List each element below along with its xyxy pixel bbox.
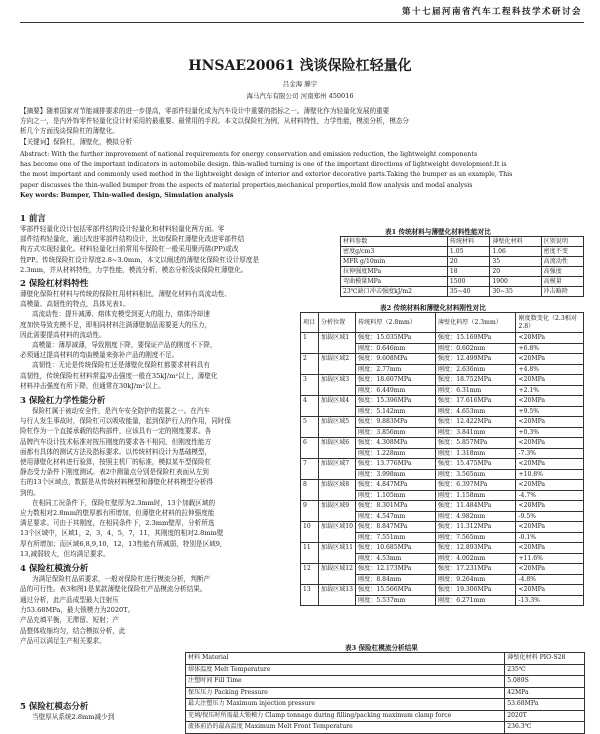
table-cell bbox=[301, 574, 319, 585]
table-cell: <20MPa bbox=[516, 480, 584, 491]
table-cell: MFR g/10min bbox=[341, 257, 448, 267]
table-row bbox=[186, 699, 585, 711]
table1-header-cell: 薄壁化材料 bbox=[490, 237, 541, 247]
table2-header-cell: 分析位置 bbox=[318, 313, 355, 333]
table-cell: 加载区域7 bbox=[318, 459, 355, 470]
table-cell: 42MPa bbox=[505, 687, 585, 699]
table-cell: 5.089S bbox=[505, 676, 585, 688]
table-cell: <20MPa bbox=[516, 543, 584, 554]
section-3-title: 3 保险杠力学性能分析 bbox=[20, 396, 106, 406]
table-row bbox=[301, 574, 584, 585]
table-cell bbox=[318, 553, 355, 564]
table-row bbox=[301, 438, 584, 449]
table-cell bbox=[301, 490, 319, 501]
table-row bbox=[301, 375, 584, 386]
table2-header-cell: 项目 bbox=[301, 313, 319, 333]
table-cell: 高流动性 bbox=[541, 257, 583, 267]
body-line: 产品可以满足生产相关要求。 bbox=[20, 636, 106, 645]
table-cell: 刚度：9.264mm bbox=[435, 574, 516, 585]
table-row bbox=[301, 501, 584, 512]
body-line: 品整体收缩均匀，结合模拟分析，此 bbox=[20, 626, 126, 635]
table-cell: 强度：4.308MPa bbox=[356, 438, 436, 449]
abstract-cn-line: 方向之一，是内外饰零件轻量化设计时采用的最重要、最常用的手段。本文以保险杠为例，从材料特性，力学性能，模流分析，模态分 bbox=[20, 117, 410, 126]
table-cell: -13.3% bbox=[516, 595, 584, 606]
paper-title: HNSAE20061 浅谈保险杠轻量化 bbox=[188, 58, 412, 74]
table-cell: 30~35 bbox=[490, 287, 541, 297]
table-cell: 3 bbox=[301, 375, 319, 386]
table-cell: 刚度：6.449mm bbox=[356, 385, 436, 396]
table-cell: <20MPa bbox=[516, 375, 584, 386]
table-cell: 加载区域13 bbox=[318, 585, 355, 596]
table-cell: 加载区域11 bbox=[318, 543, 355, 554]
table-row bbox=[301, 406, 584, 417]
table-cell: 35 bbox=[490, 257, 541, 267]
table-cell: 6 bbox=[301, 438, 319, 449]
table-row bbox=[301, 595, 584, 606]
body-line: 通过分析，此产品成型最大注射压 bbox=[20, 596, 119, 604]
table1-header-cell: 材料参数 bbox=[341, 237, 448, 247]
table-cell bbox=[301, 532, 319, 543]
table-cell: <20MPa bbox=[516, 333, 584, 344]
table-cell bbox=[318, 469, 355, 480]
keywords-cn: 【关键词】保险杠，薄壁化，模拟分析 bbox=[20, 137, 133, 146]
body-line: 性PP。传统保险杠设计厚度2.8~3.0mm，本文以阐述的薄壁化保险杠设计厚度是 bbox=[20, 255, 260, 264]
table-cell: 材料 Material bbox=[186, 653, 505, 665]
table-cell bbox=[318, 532, 355, 543]
body-line: 构方式实现轻量化。材料轻量化目前常用车保险杠一般采用聚丙烯(PP)或改 bbox=[20, 245, 239, 254]
table-row bbox=[301, 585, 584, 596]
table-cell: 加载区域1 bbox=[318, 333, 355, 344]
table-cell bbox=[301, 553, 319, 564]
table-cell: +9.5% bbox=[516, 406, 584, 417]
table-row bbox=[301, 448, 584, 459]
body-line: 厚有所增加；而区域6,8,9,10，12，13性能有所减弱，特别是区域9, bbox=[20, 539, 222, 548]
table-row bbox=[301, 459, 584, 470]
table-cell: 35~40 bbox=[447, 287, 489, 297]
section-1-title: 1 前言 bbox=[20, 214, 46, 224]
table-cell: 2 bbox=[301, 354, 319, 365]
table-cell: 弯曲模量MPa bbox=[341, 277, 448, 287]
table-cell: +4.8% bbox=[516, 364, 584, 375]
table-cell: <20MPa bbox=[516, 438, 584, 449]
table-cell: <20MPa bbox=[516, 354, 584, 365]
body-line: 应力数相对2.8mm的壁厚都有所增加，但薄壁化材料的拉伸强度能 bbox=[20, 509, 215, 518]
table-row bbox=[186, 722, 585, 734]
table-cell: 强度：9.883MPa bbox=[356, 417, 436, 428]
table-cell: 加载区域8 bbox=[318, 480, 355, 491]
table-cell: 强度：11.484MPa bbox=[435, 501, 516, 512]
table-cell: 加载区域2 bbox=[318, 354, 355, 365]
table-cell: 20 bbox=[490, 267, 541, 277]
table-cell: 1 bbox=[301, 333, 319, 344]
body-line: 高模量：薄厚减薄，导致刚度下降，要保证产品的刚度不下降， bbox=[32, 341, 217, 350]
body-line: 为满足保险杠品质要求，一般对保险杠进行模流分析，判断产 bbox=[32, 575, 211, 583]
table-cell: 18 bbox=[447, 267, 489, 277]
table-cell: <20MPa bbox=[516, 522, 584, 533]
table-cell: 2020T bbox=[505, 710, 585, 722]
table-cell: 刚度：1.228mm bbox=[356, 448, 436, 459]
table-row bbox=[301, 490, 584, 501]
table-cell: 熔体温度 Melt Temperature bbox=[186, 664, 505, 676]
table-cell: 刚度：7.565mm bbox=[435, 532, 516, 543]
section-2-title: 2 保险杠材料特性 bbox=[20, 279, 89, 289]
section-4-body-2 bbox=[20, 595, 182, 646]
body-line: 与行人发生事故时，保险杠可以吸收能量，起到保护行人的作用，同时保 bbox=[20, 417, 231, 426]
table-cell: 刚度：6.31mm bbox=[435, 385, 516, 396]
table-cell: 流体前沿的最高温度 Maximum Melt Front Temperature bbox=[186, 722, 505, 734]
table-cell: 强度：15.396MPa bbox=[356, 396, 436, 407]
table-cell: 1.06 bbox=[490, 247, 541, 257]
table-cell: <20MPa bbox=[516, 501, 584, 512]
section-4-body bbox=[20, 574, 322, 594]
table-cell: 加载区域4 bbox=[318, 396, 355, 407]
table-cell: <20MPa bbox=[516, 585, 584, 596]
table-row bbox=[301, 469, 584, 480]
body-line: 部件结构轻量化，通过改进零部件结构设计，比如保险杠薄壁化改进零部件结 bbox=[20, 235, 245, 244]
table-cell: 9 bbox=[301, 501, 319, 512]
section-5-body bbox=[32, 712, 182, 722]
table-cell: +0.3% bbox=[516, 427, 584, 438]
table-cell: 刚度：1.105mm bbox=[356, 490, 436, 501]
body-line: 品的可行性。表3和图1是某款薄壁化保险杠产品模流分析结果。 bbox=[20, 585, 207, 594]
table-cell: 强度：12.499MPa bbox=[435, 354, 516, 365]
table-cell bbox=[318, 385, 355, 396]
body-line: 因此需要提高材料的流动性。 bbox=[20, 330, 106, 339]
table3-caption: 表3 保险杠模流分析结果 bbox=[345, 644, 418, 652]
table-cell: 加载区域3 bbox=[318, 375, 355, 386]
table-row bbox=[301, 385, 584, 396]
table-cell: 刚度：4.547mm bbox=[356, 511, 436, 522]
body-line: 险杠作为一个直接承载的结构部件，应该具有一定的刚度要求。各 bbox=[20, 427, 212, 436]
table-cell: +6.8% bbox=[516, 343, 584, 354]
table-cell: 刚度：6.271mm bbox=[435, 595, 516, 606]
table-cell: 保压压力 Packing Pressure bbox=[186, 687, 505, 699]
abstract-en-line: the most important and commonly used method in the lightweight design of interior and exterior decorative parts.Taking the bumper as an example, This bbox=[20, 171, 513, 179]
table-row bbox=[341, 257, 584, 267]
table-cell: 加载区域12 bbox=[318, 564, 355, 575]
table-cell: 加载区域9 bbox=[318, 501, 355, 512]
abstract-en-line: Abstract: With the further improvement of national requirements for energy conservation and emission reduction, the lightweight components bbox=[20, 151, 478, 158]
body-line: 13个区域中，区域1，2，3，4，5，7，11，其刚度的相对2.8mm壁 bbox=[20, 529, 224, 538]
table-cell: 刚度：4.982mm bbox=[435, 511, 516, 522]
table-row bbox=[301, 354, 584, 365]
body-line: 使用薄壁化材料进行验算，按照主机厂的标准，模拟某车型保险杠 bbox=[20, 458, 212, 467]
table-cell bbox=[301, 511, 319, 522]
table-cell: 7 bbox=[301, 459, 319, 470]
table-cell: <20MPa bbox=[516, 396, 584, 407]
table-row bbox=[186, 676, 585, 688]
table-row bbox=[301, 427, 584, 438]
body-line: 2.3mm，并从材料特性，力学性能，模流分析，模态分析浅谈保险杠薄壁化。 bbox=[20, 265, 248, 274]
table-row bbox=[301, 532, 584, 543]
table-row bbox=[186, 687, 585, 699]
table-cell bbox=[318, 448, 355, 459]
table-cell: 刚度：3.998mm bbox=[356, 469, 436, 480]
table-row bbox=[301, 396, 584, 407]
table-cell: 加载区域10 bbox=[318, 522, 355, 533]
table-cell bbox=[318, 511, 355, 522]
table-cell bbox=[301, 364, 319, 375]
table-cell bbox=[301, 406, 319, 417]
table-cell: 充填/保压时所需最大锁模力 Clamp tonnage during filling/packing maximum clamp force bbox=[186, 710, 505, 722]
table-cell: 强度：13.776MPa bbox=[356, 459, 436, 470]
table-cell: -9.5% bbox=[516, 511, 584, 522]
table-cell: 刚度：1.158mm bbox=[435, 490, 516, 501]
table-row bbox=[186, 664, 585, 676]
table-cell: +11.6% bbox=[516, 553, 584, 564]
table-row bbox=[301, 553, 584, 564]
table1-caption: 表1 传统材料与薄壁化材料性能对比 bbox=[385, 228, 491, 236]
table-cell: +10.8% bbox=[516, 469, 584, 480]
table-cell bbox=[318, 343, 355, 354]
table-cell: 注塑时间 Fill Time bbox=[186, 676, 505, 688]
table-cell: 强度：8.301MPa bbox=[356, 501, 436, 512]
table-cell: 刚度：8.84mm bbox=[356, 574, 436, 585]
table-cell: 强度：12.893MPa bbox=[435, 543, 516, 554]
body-line: 右的13个区域点，数据是从传统材料模型和薄壁化材料模型分析得 bbox=[20, 478, 214, 487]
table-cell bbox=[318, 406, 355, 417]
table-cell: 5 bbox=[301, 417, 319, 428]
table-cell: 53.68MPa bbox=[505, 699, 585, 711]
table-cell: 235℃ bbox=[505, 664, 585, 676]
table-cell: 密度g/cm3 bbox=[341, 247, 448, 257]
table-cell: 强度：19.306MPa bbox=[435, 585, 516, 596]
table-cell: 强度：12.422MPa bbox=[435, 417, 516, 428]
table-cell: -4.7% bbox=[516, 490, 584, 501]
table-cell: -7.3% bbox=[516, 448, 584, 459]
table1-header-cell: 传统材料 bbox=[447, 237, 489, 247]
abstract-cn-line: 析几个方面浅谈保险杠的薄壁化。 bbox=[20, 127, 119, 136]
table-row bbox=[301, 522, 584, 533]
table-cell bbox=[301, 595, 319, 606]
table-cell: 强度：15.475MPa bbox=[435, 459, 516, 470]
table-cell: 刚度：3.841mm bbox=[435, 427, 516, 438]
conference-name: 第十七届河南省汽车工程科技学术研讨会 bbox=[401, 7, 582, 17]
table-cell bbox=[301, 448, 319, 459]
table-cell: <20MPa bbox=[516, 459, 584, 470]
table-cell bbox=[301, 343, 319, 354]
abstract-cn bbox=[20, 106, 585, 147]
table-cell: 强度：9.608MPa bbox=[356, 354, 436, 365]
body-line: 满足要求。可由于其刚度，在相同条件下，2.3mm壁厚，分析所选 bbox=[20, 519, 215, 528]
table-cell: 强度：18.607MPa bbox=[356, 375, 436, 386]
table-cell: 236.3℃ bbox=[505, 722, 585, 734]
body-line: 必须通过提高材料的弯曲模量来弥补产品的刚度不足。 bbox=[20, 351, 179, 360]
table-row bbox=[301, 564, 584, 575]
table-cell: 强度：6.397MPa bbox=[435, 480, 516, 491]
table-cell: 12 bbox=[301, 564, 319, 575]
body-line: 品牌汽车设计技术标准对按压刚度的要求各不相同，但刚度性能方 bbox=[20, 437, 212, 446]
table-cell: 高强度 bbox=[541, 267, 583, 277]
header-rule bbox=[20, 22, 584, 23]
table-cell: 密度不变 bbox=[541, 247, 583, 257]
table-cell: 最大注塑压力 Maximum injection pressure bbox=[186, 699, 505, 711]
affiliation: 海马汽车有限公司 河南郑州 450016 bbox=[246, 92, 354, 100]
table2-header-cell: 薄壁化料厚（2.3mm） bbox=[435, 313, 516, 333]
table-cell: 13 bbox=[301, 585, 319, 596]
table-cell: 加载区域6 bbox=[318, 438, 355, 449]
abstract-en-line: has become one of the important indicators in automobile design. thin-walled turning is one of the important directions of lightweight development.It is bbox=[20, 161, 507, 169]
table-cell: 拉伸强度MPa bbox=[341, 267, 448, 277]
table-cell: 强度：17.231MPa bbox=[435, 564, 516, 575]
body-line: 13,减弱较大，但均满足要求。 bbox=[20, 549, 110, 558]
table-row bbox=[341, 277, 584, 287]
table-cell: 4 bbox=[301, 396, 319, 407]
table-cell: 强度：4.847MPa bbox=[356, 480, 436, 491]
table-cell bbox=[318, 427, 355, 438]
table-cell: 高模量 bbox=[541, 277, 583, 287]
body-line: 在相同工况条件下，保险杠壁厚为2.3mm时，13个加载区域的 bbox=[32, 498, 216, 507]
table2-caption: 表2 传统材料和薄壁化材料刚性对比 bbox=[380, 304, 486, 312]
table-cell: 刚度：7.551mm bbox=[356, 532, 436, 543]
table-cell: 薄壁化材料 PIO-S28 bbox=[505, 653, 585, 665]
section-1-body bbox=[20, 224, 322, 275]
table1-header-cell: 区别说明 bbox=[541, 237, 583, 247]
table-cell: 刚度：1.318mm bbox=[435, 448, 516, 459]
table-cell: 1900 bbox=[490, 277, 541, 287]
table-cell: 刚度：4.653mm bbox=[435, 406, 516, 417]
table-cell: 23℃缺口冲击强度kJ/m2 bbox=[341, 287, 448, 297]
body-line: 静态受力条件下刚度测试。表2中测量点分别是保险杠表面从左到 bbox=[20, 468, 209, 477]
table-cell: 1.05 bbox=[447, 247, 489, 257]
section-2-body bbox=[20, 289, 322, 391]
table1 bbox=[340, 236, 584, 297]
table-cell: 强度：17.616MPa bbox=[435, 396, 516, 407]
body-line: 零部件轻量化设计包括零部件结构设计轻量化和材料轻量化两方面。零 bbox=[20, 225, 225, 233]
table-cell: 刚度：5.537mm bbox=[356, 595, 436, 606]
table-row bbox=[301, 511, 584, 522]
table-row bbox=[301, 543, 584, 554]
table-cell bbox=[318, 490, 355, 501]
table-row bbox=[301, 364, 584, 375]
section-4-title: 4 保险杠模流分析 bbox=[20, 564, 89, 574]
table-cell: 刚度：4.002mm bbox=[435, 553, 516, 564]
keywords-en: Key words: Bumper, Thin-walled design, Simulation analysis bbox=[20, 191, 234, 199]
body-line: 当壁厚从系统2.8mm减少到 bbox=[32, 713, 115, 721]
table-cell: 加载区域5 bbox=[318, 417, 355, 428]
table-cell: 20 bbox=[447, 257, 489, 267]
table-cell: 强度：11.312MPa bbox=[435, 522, 516, 533]
table-cell: 刚度：2.77mm bbox=[356, 364, 436, 375]
table-cell: <20MPa bbox=[516, 417, 584, 428]
table-cell: 强度：15.035MPa bbox=[356, 333, 436, 344]
table-cell: 1500 bbox=[447, 277, 489, 287]
table-cell: 强度：12.173MPa bbox=[356, 564, 436, 575]
table-cell: 刚度：0.646mm bbox=[356, 343, 436, 354]
section-3-body bbox=[20, 406, 322, 559]
body-line: 材料冲击强度有所下降，但通常在30kJ/m²以上。 bbox=[20, 381, 165, 390]
table-cell: 强度：15.169MPa bbox=[435, 333, 516, 344]
body-line: 高韧性，传统保险杠材料常温冲击强度一般在35kJ/m²以上，薄壁化 bbox=[20, 371, 218, 380]
section-5-title: 5 保险杠模态分析 bbox=[20, 702, 89, 712]
body-line: 到的。 bbox=[20, 488, 40, 497]
table-cell: 刚度：3.856mm bbox=[356, 427, 436, 438]
abstract-en bbox=[20, 150, 585, 201]
table-cell: 强度：18.752MPa bbox=[435, 375, 516, 386]
body-line: 高韧性：无论是传统保险杠还是薄壁化保险杠都要求材料具有 bbox=[32, 361, 211, 370]
table2-header-cell: 刚度数变化（2.3相对2.8） bbox=[516, 313, 584, 333]
body-line: 薄壁化保险杠材料与传统的保险杠用材料相比，薄壁化材料有高流动性、 bbox=[20, 290, 231, 298]
table-cell: 强度：5.857MPa bbox=[435, 438, 516, 449]
table-cell: 11 bbox=[301, 543, 319, 554]
table-cell bbox=[318, 364, 355, 375]
abstract-cn-line: 【摘要】随着国家对节能减排要求的进一步提高，零部件轻量化成为汽车设计中重要的指标之一。薄壁化作为轻量化发展的重要 bbox=[20, 107, 390, 115]
body-line: 力53.68MPa，最大锁模力为2020T。 bbox=[20, 606, 135, 615]
table2-header-cell: 传统料厚（2.8mm） bbox=[356, 313, 436, 333]
table-cell: 强度：10.685MPa bbox=[356, 543, 436, 554]
table-cell bbox=[318, 574, 355, 585]
body-line: 面都有具体的测试方法及指标要求。以传统材料设计为基础模型， bbox=[20, 447, 212, 456]
table-cell: -0.1% bbox=[516, 532, 584, 543]
table-row bbox=[186, 653, 585, 665]
table-cell: 8 bbox=[301, 480, 319, 491]
table-row bbox=[186, 710, 585, 722]
table-row bbox=[301, 343, 584, 354]
table-row bbox=[301, 417, 584, 428]
table-cell: +2.1% bbox=[516, 385, 584, 396]
table-cell: 刚度：5.142mm bbox=[356, 406, 436, 417]
table-cell: 刚度：4.53mm bbox=[356, 553, 436, 564]
table-cell bbox=[301, 385, 319, 396]
abstract-en-line: paper discusses the thin-walled bumper from the aspects of material properties,mechanical properties,mold flow analysis and modal analysis bbox=[20, 181, 473, 189]
table-cell: -4.8% bbox=[516, 574, 584, 585]
body-line: 产品充填平衡，无滞留、短射；产 bbox=[20, 616, 119, 625]
body-line: 度加快导致充模不足，即相同材料注满薄壁制品需要更大的压力， bbox=[20, 320, 212, 329]
table-cell bbox=[301, 427, 319, 438]
table-row bbox=[341, 267, 584, 277]
body-line: 高流动性：提升减薄、熔体充模受到更大的阻力，熔体冷却速 bbox=[32, 310, 211, 319]
table-cell: <20MPa bbox=[516, 564, 584, 575]
table2-header bbox=[301, 313, 584, 333]
table-cell: 冲击略降 bbox=[541, 287, 583, 297]
table-row bbox=[341, 287, 584, 297]
table-row bbox=[301, 333, 584, 344]
table-cell: 刚度：3.565mm bbox=[435, 469, 516, 480]
table-row bbox=[301, 480, 584, 491]
body-line: 高模量、高韧性的特点，具体见表1。 bbox=[20, 300, 130, 309]
table2 bbox=[300, 312, 584, 606]
body-line: 保险杠属于被动安全件，是汽车安全防护的装置之一。在汽车 bbox=[32, 407, 211, 415]
table-cell: 刚度：2.636mm bbox=[435, 364, 516, 375]
authors: 吕金海 滕宇 bbox=[282, 80, 318, 88]
table-cell: 刚度：0.602mm bbox=[435, 343, 516, 354]
table3 bbox=[185, 652, 585, 734]
table-cell bbox=[301, 469, 319, 480]
table-row bbox=[341, 247, 584, 257]
table-cell: 10 bbox=[301, 522, 319, 533]
table-cell: 强度：15.566MPa bbox=[356, 585, 436, 596]
table-cell: 强度：8.847MPa bbox=[356, 522, 436, 533]
table-cell bbox=[318, 595, 355, 606]
table1-header bbox=[341, 237, 584, 247]
